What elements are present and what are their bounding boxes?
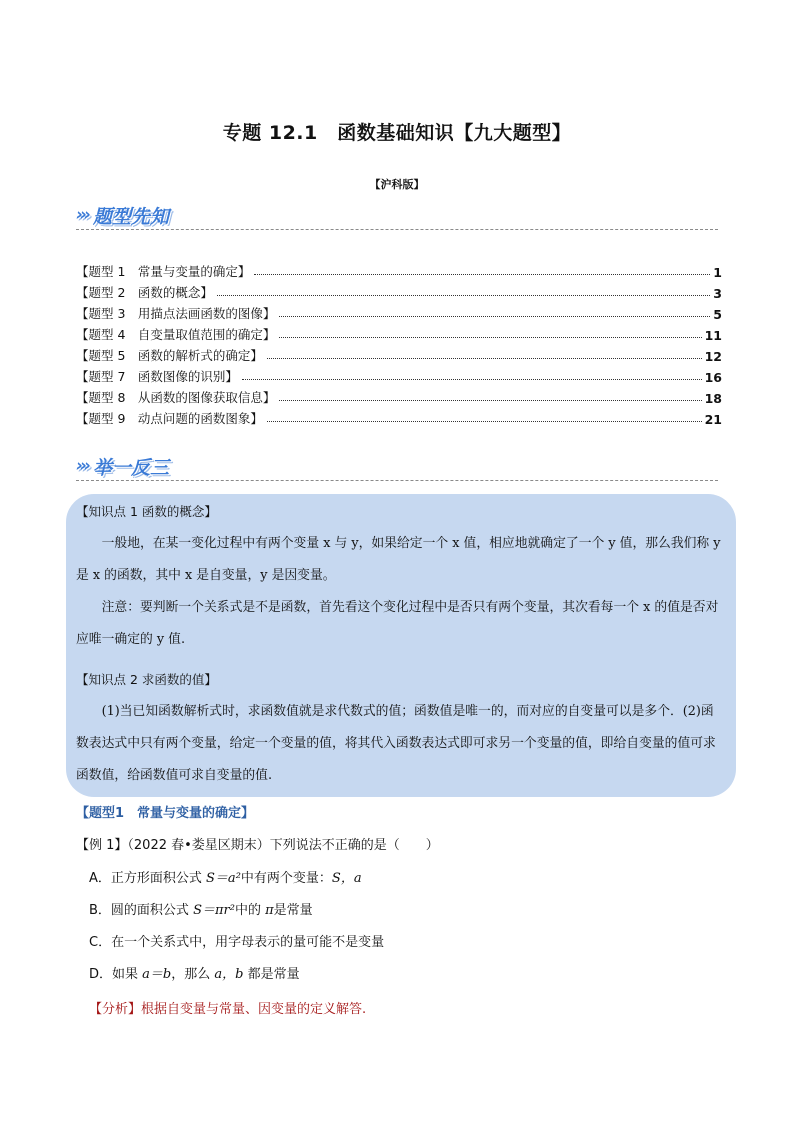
option-b[interactable] [89, 899, 313, 918]
option-text: 中的 [234, 903, 266, 918]
option-text: 是常量 [273, 903, 313, 918]
option-text: ，那么 [171, 967, 215, 982]
option-d[interactable] [89, 963, 300, 982]
toc-row[interactable] [76, 322, 722, 343]
toc-label: 【题型 7 函数图像的识别】 [76, 369, 238, 384]
question-type-heading: 【题型1 常量与变量的确定】 [76, 806, 255, 821]
table-of-contents [76, 259, 722, 427]
banner-text: 题型先知 [93, 205, 170, 228]
variables: S，a [331, 871, 362, 886]
toc-label: 【题型 4 自变量取值范围的确定】 [76, 327, 276, 342]
toc-label: 【题型 3 用描点法画函数的图像】 [76, 306, 276, 321]
paragraph: 注意：要判断一个关系式是不是函数，首先看这个变化过程中是否只有两个变量，其次看每一个 x 的值是否对应唯一确定的 y 值. [76, 600, 719, 647]
section-banner-type-preview [76, 200, 169, 230]
toc-row[interactable] [76, 385, 722, 406]
section-banner-examples [76, 451, 169, 481]
knowledge-points-box [66, 494, 736, 797]
knowledge-point-1-title: 【知识点 1 函数的概念】 [76, 504, 217, 519]
leader-dots [254, 274, 710, 275]
option-text: B．圆的面积公式 [89, 903, 194, 918]
toc-row[interactable] [76, 406, 722, 427]
toc-page-number: 21 [704, 412, 722, 427]
toc-label: 【题型 8 从函数的图像获取信息】 [76, 390, 276, 405]
leader-dots [217, 295, 710, 296]
toc-row[interactable] [76, 280, 722, 301]
knowledge-point-2-body [76, 696, 724, 792]
leader-dots [279, 400, 701, 401]
dashed-divider [76, 480, 718, 481]
example-question: 【例 1】（2022 春•娄星区期末）下列说法不正确的是（ ） [76, 838, 439, 853]
knowledge-point-2-title: 【知识点 2 求函数的值】 [76, 672, 217, 687]
option-a[interactable] [89, 867, 362, 886]
option-text: 都是常量 [243, 967, 300, 982]
option-text: D．如果 [89, 967, 143, 982]
toc-page-number: 12 [704, 349, 722, 364]
toc-page-number: 5 [713, 307, 722, 322]
toc-page-number: 18 [704, 391, 722, 406]
triple-arrow-icon: ››› [76, 205, 89, 225]
dashed-divider [76, 229, 718, 230]
toc-row[interactable] [76, 259, 722, 280]
variables: a，b [214, 967, 244, 982]
toc-label: 【题型 1 常量与变量的确定】 [76, 264, 251, 279]
toc-page-number: 1 [713, 265, 722, 280]
analysis-note: 【分析】根据自变量与常量、因变量的定义解答. [89, 1002, 367, 1017]
triple-arrow-icon: ››› [76, 456, 89, 476]
toc-row[interactable] [76, 343, 722, 364]
leader-dots [279, 337, 701, 338]
paragraph: 一般地，在某一变化过程中有两个变量 x 与 y，如果给定一个 x 值，相应地就确定了一个 y 值，那么我们称 y 是 x 的函数，其中 x 是自变量，y 是因变量。 [76, 536, 721, 583]
toc-row[interactable] [76, 301, 722, 322]
option-c[interactable]: C．在一个关系式中，用字母表示的量可能不是变量 [89, 935, 385, 950]
leader-dots [267, 358, 702, 359]
toc-page-number: 16 [704, 370, 722, 385]
formula: S＝a² [206, 871, 241, 886]
paragraph: (1)当已知函数解析式时，求函数值就是求代数式的值；函数值是唯一的，而对应的自变量可以是多个．(2)函数表达式中只有两个变量，给定一个变量的值，将其代入函数表达式即可求另一个变量的值，即给自变量的值可求函数值，给函数值可求自变量的值. [76, 704, 716, 783]
toc-label: 【题型 2 函数的概念】 [76, 285, 213, 300]
leader-dots [267, 421, 702, 422]
banner-text: 举一反三 [93, 456, 170, 479]
toc-label: 【题型 5 函数的解析式的确定】 [76, 348, 263, 363]
edition-label: 【沪科版】 [369, 178, 425, 191]
toc-label: 【题型 9 动点问题的函数图象】 [76, 411, 263, 426]
leader-dots [242, 379, 702, 380]
formula: S＝πr² [193, 903, 235, 918]
toc-page-number: 11 [704, 328, 722, 343]
pi-symbol: π [265, 903, 274, 918]
option-text: A．正方形面积公式 [89, 871, 207, 886]
formula: a＝b [142, 967, 172, 982]
leader-dots [279, 316, 710, 317]
option-text: 中有两个变量： [240, 871, 332, 886]
document-title: 专题 12.1 函数基础知识【九大题型】 [222, 122, 572, 144]
knowledge-point-1-body [76, 528, 724, 656]
toc-page-number: 3 [713, 286, 722, 301]
toc-row[interactable] [76, 364, 722, 385]
